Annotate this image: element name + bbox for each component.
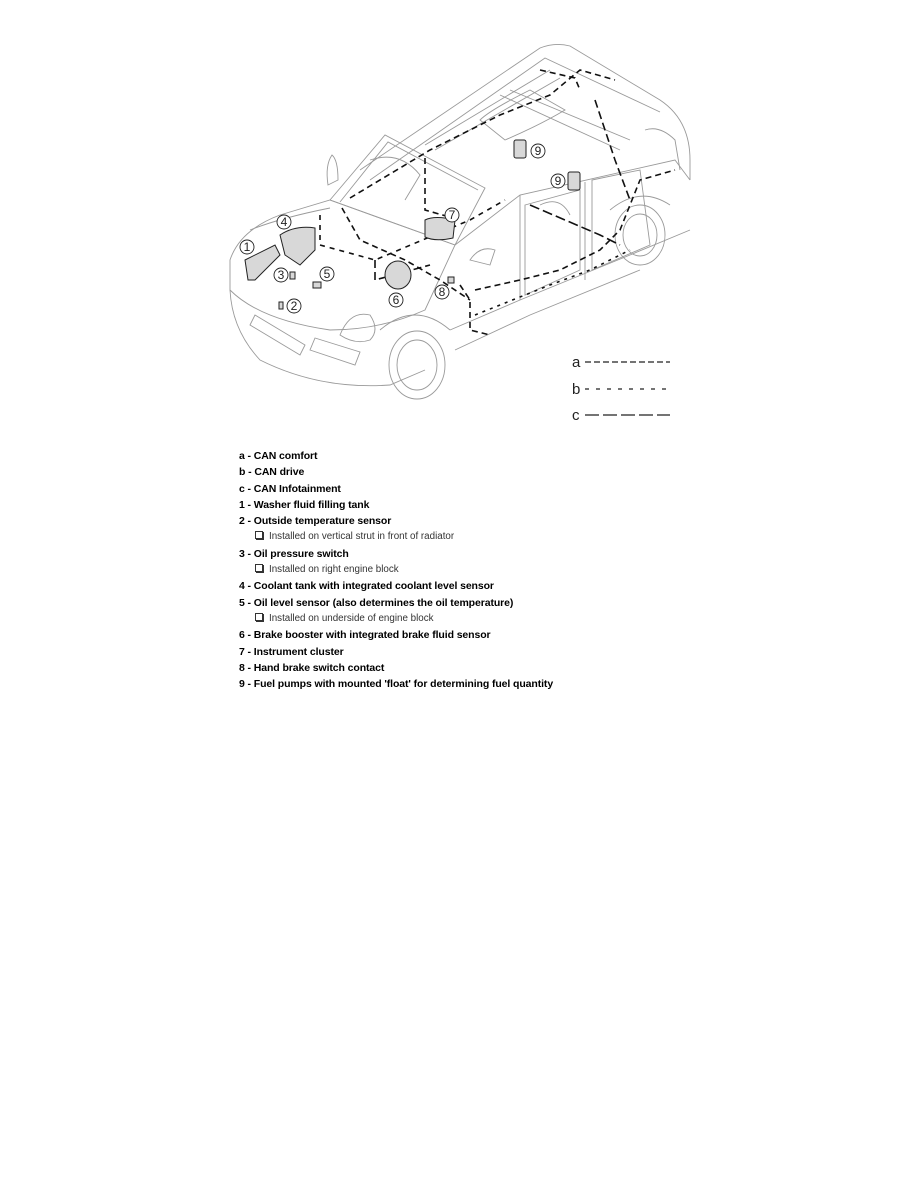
checkbox-bullet-icon (255, 531, 263, 539)
item-c: c - CAN Infotainment (239, 482, 341, 495)
item-1: 1 - Washer fluid filling tank (239, 498, 370, 511)
item-8: 8 - Hand brake switch contact (239, 661, 385, 674)
item-9: 9 - Fuel pumps with mounted 'float' for determining fuel quantity (239, 678, 554, 691)
line-legend (572, 354, 670, 424)
can-bus-lines (320, 70, 675, 335)
item-7: 7 - Instrument cluster (239, 645, 344, 658)
oil-level-sensor-icon (313, 282, 321, 288)
legend-b: b (572, 381, 581, 398)
svg-text:5: 5 (323, 267, 331, 281)
item-2: 2 - Outside temperature sensor (239, 515, 392, 528)
svg-text:1: 1 (243, 240, 251, 254)
legend-list (239, 448, 799, 692)
svg-text:6: 6 (392, 293, 400, 307)
item-5-note: Installed on underside of engine block (239, 611, 799, 627)
components (245, 140, 580, 309)
svg-text:9: 9 (554, 174, 562, 188)
item-3-note: Installed on right engine block (239, 562, 799, 578)
svg-text:8: 8 (438, 285, 446, 299)
item-6: 6 - Brake booster with integrated brake fluid sensor (239, 629, 491, 642)
temp-sensor-icon (279, 302, 283, 309)
item-3: 3 - Oil pressure switch (239, 547, 349, 560)
svg-text:2: 2 (290, 299, 298, 313)
vehicle-can-diagram (220, 30, 700, 430)
item-5: 5 - Oil level sensor (also determines the oil temperature) (239, 596, 514, 609)
item-b: b - CAN drive (239, 466, 305, 479)
svg-text:9: 9 (534, 144, 542, 158)
brake-booster-icon (385, 261, 411, 289)
legend-a: a (572, 354, 581, 371)
item-4: 4 - Coolant tank with integrated coolant level sensor (239, 580, 494, 593)
checkbox-bullet-icon (255, 613, 263, 621)
item-2-note: Installed on vertical strut in front of radiator (239, 529, 799, 545)
svg-text:7: 7 (448, 208, 456, 222)
checkbox-bullet-icon (255, 564, 263, 572)
legend-c: c (572, 407, 580, 424)
car-outline (230, 44, 690, 399)
item-a: a - CAN comfort (239, 450, 318, 462)
fuel-pump-icon (568, 172, 580, 190)
fuel-pump-icon (514, 140, 526, 158)
svg-text:3: 3 (277, 268, 285, 282)
oil-pressure-switch-icon (290, 272, 295, 279)
coolant-tank-icon (280, 227, 315, 265)
svg-text:4: 4 (280, 215, 288, 229)
handbrake-switch-icon (448, 277, 454, 283)
